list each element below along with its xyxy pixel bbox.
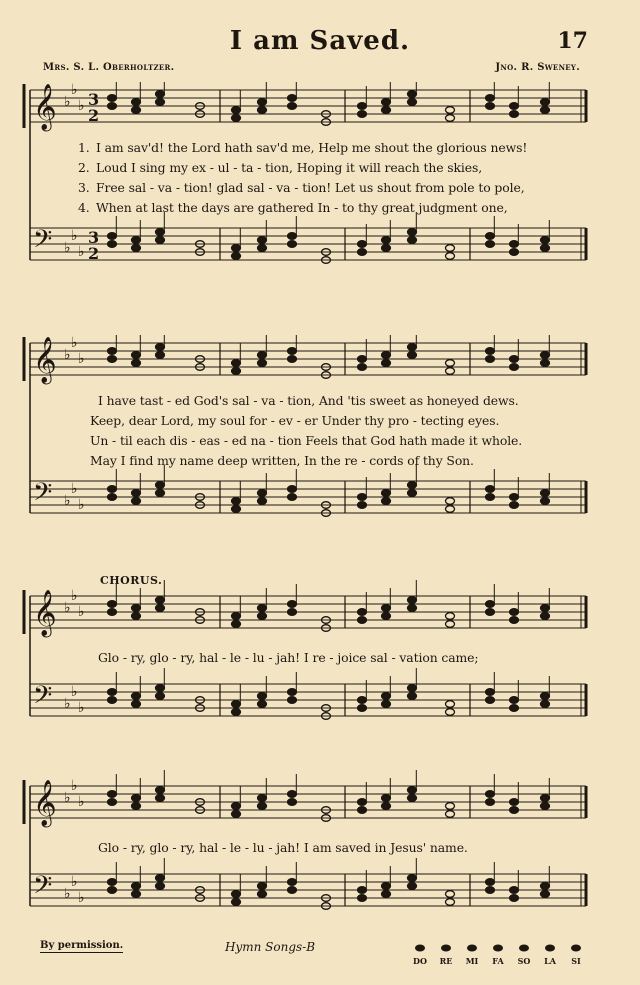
music-system-2: [0, 335, 640, 525]
verse-line-6: Keep, dear Lord, my soul for - ev - er Under thy pro - tecting eyes.: [90, 413, 500, 428]
verse-line-8: May I find my name deep written, In the re - cords of thy Son.: [90, 453, 474, 468]
svg-text:♭: ♭: [64, 696, 71, 712]
chorus-label: CHORUS.: [100, 574, 163, 587]
solfege-note: [467, 945, 477, 952]
chorus-line-2: Glo - ry, glo - ry, hal - le - lu - jah! I am saved in Jesus' name.: [98, 840, 468, 855]
svg-text:𝄞: 𝄞: [33, 84, 57, 130]
chorus-line-1: Glo - ry, glo - ry, hal - le - lu - jah! I re - joice sal - vation came;: [98, 650, 479, 665]
svg-text:♭: ♭: [78, 497, 85, 513]
svg-text:♭: ♭: [78, 244, 85, 260]
solfege-note: [441, 945, 451, 952]
svg-text:3: 3: [88, 90, 100, 109]
svg-text:♭: ♭: [71, 335, 78, 351]
svg-text:𝄞: 𝄞: [33, 337, 57, 383]
svg-text:♭: ♭: [64, 600, 71, 616]
svg-text:2: 2: [88, 244, 100, 263]
solfege-syllable: DO: [413, 956, 427, 966]
verse-line-5: I have tast - ed God's sal - va - tion, And 'tis sweet as honeyed dews.: [98, 393, 519, 408]
staff-notation-1: [0, 82, 640, 272]
solfege-note: [415, 945, 425, 952]
svg-text:2: 2: [88, 106, 100, 125]
music-system-3: [0, 574, 640, 730]
svg-text:♭: ♭: [78, 98, 85, 114]
svg-text:♭: ♭: [71, 778, 78, 794]
svg-text:♭: ♭: [71, 874, 78, 890]
svg-text:♭: ♭: [64, 790, 71, 806]
solfege-shapes: [408, 940, 588, 956]
staff-notation-2: [0, 335, 640, 525]
solfege-note: [519, 945, 529, 952]
svg-text:𝄞: 𝄞: [33, 780, 57, 826]
solfege-syllable: SO: [517, 956, 531, 966]
svg-text:𝄢: 𝄢: [33, 478, 53, 513]
verse-line-7: Un - til each dis - eas - ed na - tion Feels that God hath made it whole.: [90, 433, 523, 448]
svg-text:♭: ♭: [64, 240, 71, 256]
svg-text:♭: ♭: [71, 481, 78, 497]
svg-text:♭: ♭: [64, 94, 71, 110]
verse-line-4: 4. When at last the days are gathered In - to thy great judgment one,: [78, 200, 508, 215]
verse-line-1: 1. I am sav'd! the Lord hath sav'd me, Help me shout the glorious news!: [78, 140, 528, 155]
music-system-1: [0, 82, 640, 272]
verse-line-2: 2. Loud I sing my ex - ul - ta - tion, Hoping it will reach the skies,: [78, 160, 483, 175]
lyricist-credit: Mrs. S. L. Oberholtzer.: [43, 62, 175, 73]
verse-line-3: 3. Free sal - va - tion! glad sal - va - tion! Let us shout from pole to pole,: [78, 180, 525, 195]
svg-text:♭: ♭: [64, 493, 71, 509]
svg-text:♭: ♭: [78, 794, 85, 810]
composer-credit: Jno. R. Sweney.: [495, 62, 580, 73]
solfege-note: [545, 945, 555, 952]
svg-text:3: 3: [88, 228, 100, 247]
solfege-syllable: MI: [465, 956, 479, 966]
music-system-4: [0, 770, 640, 920]
svg-text:♭: ♭: [64, 347, 71, 363]
svg-text:♭: ♭: [78, 604, 85, 620]
solfege-syllable: FA: [492, 956, 504, 966]
svg-text:♭: ♭: [64, 886, 71, 902]
svg-text:♭: ♭: [71, 228, 78, 244]
svg-text:♭: ♭: [78, 890, 85, 906]
book-signature: Hymn Songs-B: [225, 940, 316, 954]
svg-text:♭: ♭: [78, 351, 85, 367]
solfege-note: [493, 945, 503, 952]
svg-text:𝄢: 𝄢: [33, 225, 53, 260]
svg-text:𝄞: 𝄞: [33, 590, 57, 636]
svg-text:♭: ♭: [78, 700, 85, 716]
svg-text:♭: ♭: [71, 684, 78, 700]
solfege-syllable: SI: [571, 956, 581, 966]
svg-text:𝄢: 𝄢: [33, 681, 53, 716]
page-number: 17: [557, 28, 588, 54]
hymn-title: I am Saved.: [229, 26, 411, 56]
solfege-note: [571, 945, 581, 952]
permission-note: By permission.: [40, 940, 124, 951]
solfege-syllable: RE: [439, 956, 453, 966]
svg-text:♭: ♭: [71, 588, 78, 604]
svg-text:♭: ♭: [71, 82, 78, 98]
solfege-syllable: LA: [544, 956, 556, 966]
svg-text:𝄢: 𝄢: [33, 871, 53, 906]
